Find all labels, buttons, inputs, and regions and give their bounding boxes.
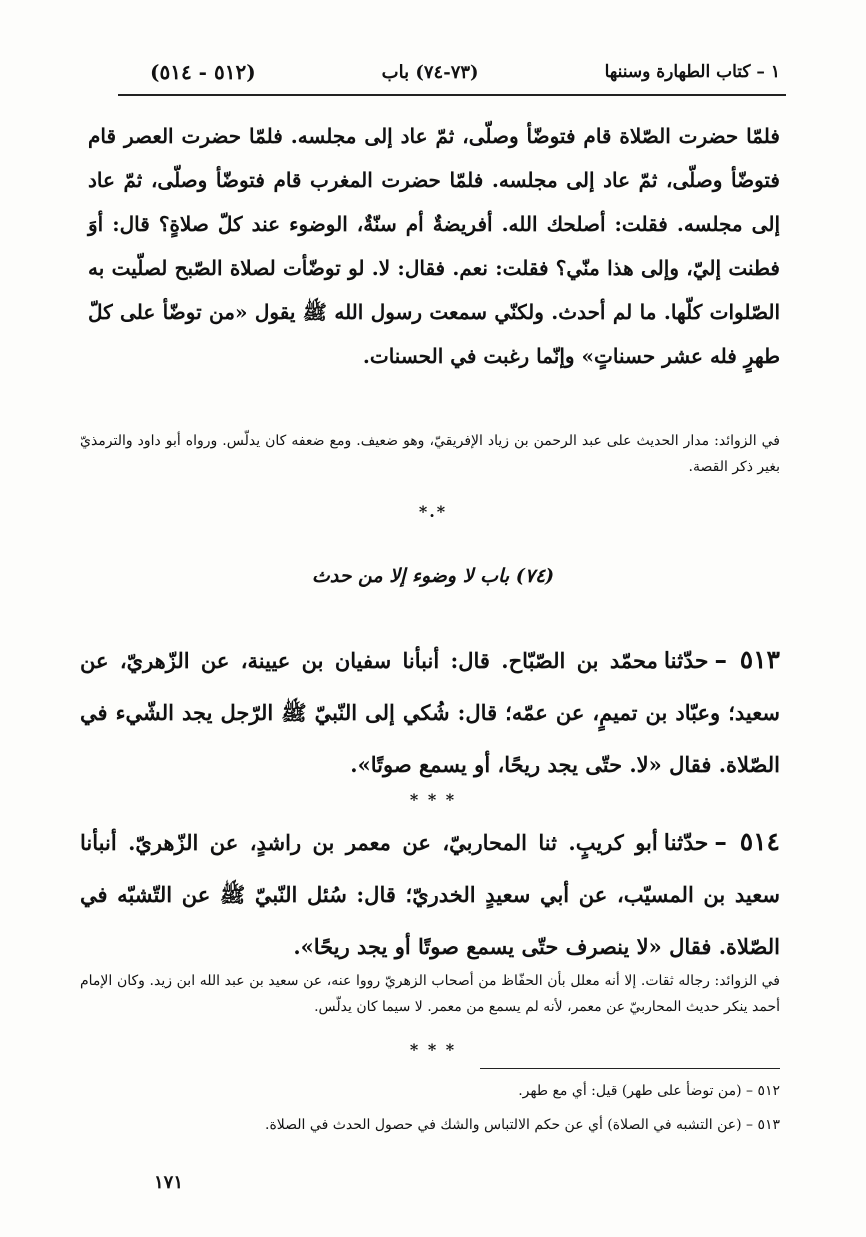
hadith-514 xyxy=(80,816,780,973)
header-rule xyxy=(118,94,786,96)
footnote-513: ٥١٣ – (عن التشبه في الصلاة) أي عن حكم الالتباس والشك في حصول الحدث في الصلاة. xyxy=(265,1117,780,1133)
hadith-opening: حدّثنا xyxy=(663,830,709,856)
hadith-number: ٥١٤ – xyxy=(714,827,780,856)
zawaid-note-1: في الزوائد: مدار الحديث على عبد الرحمن بن زياد الإفريقيّ، وهو ضعيف. ومع ضعفه كان يدلّس. ورواه أبو داود والترمذيّ بغير ذكر القصة. xyxy=(80,433,780,475)
ornament-separator-3: * * * xyxy=(409,1040,457,1059)
ornament-separator-2: * * * xyxy=(409,790,457,809)
page-number: ١٧١ xyxy=(154,1172,184,1193)
footnote-512: ٥١٢ – (من توضأ على طهر) قيل: أي مع طهر. xyxy=(518,1083,780,1099)
hadith-range: (٥١٢ - ٥١٤) xyxy=(150,60,256,84)
hadith-text: محمّد بن الصّبّاح. قال: أنبأنا سفيان بن عيينة، عن الزّهريّ، عن سعيد؛ وعبّاد بن تميمٍ، عن عمّه؛ قال: شُكي إلى النّبيّ ﷺ الرّجل يجد الشّيء في الصّلاة. فقال «لا. حتّى يجد ريحًا، أو يسمع صوتًا». xyxy=(80,648,780,777)
running-head xyxy=(150,52,780,92)
footnote-rule xyxy=(480,1068,780,1069)
narrative-paragraph: فلمّا حضرت الصّلاة قام فتوضّأ وصلّى، ثمّ عاد إلى مجلسه. فلمّا حضرت العصر قام فتوضّأ وصلّى، ثمّ عاد إلى مجلسه. فلمّا حضرت المغرب قام فتوضّأ وصلّى، ثمّ عاد إلى مجلسه. فقلت: أصلحك الله. أفريضةٌ أم سنّةٌ، الوضوء عند كلّ صلاةٍ؟ قال: أوَ فطنت إليّ، وإلى هذا منّي؟ فقلت: نعم. فقال: لا. لو توضّأت لصلاة الصّبح لصلّيت به الصّلوات كلّها. ما لم أحدث. ولكنّي سمعت رسول الله ﷺ يقول «من توضّأ على كلّ طهرٍ فله عشر حسناتٍ» وإنّما رغبت في الحسنات. xyxy=(88,124,780,368)
chapter-reference: (٧٣-٧٤) باب xyxy=(381,61,479,83)
ornament-separator-1: *.* xyxy=(418,502,448,521)
chapter-title: (٧٤) باب لا وضوء إلا من حدث xyxy=(311,565,555,587)
hadith-513 xyxy=(80,634,780,791)
book-title: ١ – كتاب الطهارة وسننها xyxy=(604,62,780,82)
zawaid-note-2: في الزوائد: رجاله ثقات. إلا أنه معلل بأن الحفّاظ من أصحاب الزهريّ رووا عنه، عن سعيد بن عبد الله ابن زيد. وكان الإمام أحمد ينكر حديث المحاربيّ عن معمر، لأنه لم يسمع من معمر. لا سيما كان يدلّس. xyxy=(80,973,780,1015)
hadith-number: ٥١٣ – xyxy=(714,645,780,674)
hadith-opening: حدّثنا xyxy=(663,648,709,674)
footnotes xyxy=(80,1074,780,1142)
hadith-text: أبو كريبٍ. ثنا المحاربيّ، عن معمر بن راشدٍ، عن الزّهريّ. أنبأنا سعيد بن المسيّب، عن أبي سعيدٍ الخدريّ؛ قال: سُئل النّبيّ ﷺ عن التّشبّه في الصّلاة. فقال «لا ينصرف حتّى يسمع صوتًا أو يجد ريحًا». xyxy=(80,830,780,959)
